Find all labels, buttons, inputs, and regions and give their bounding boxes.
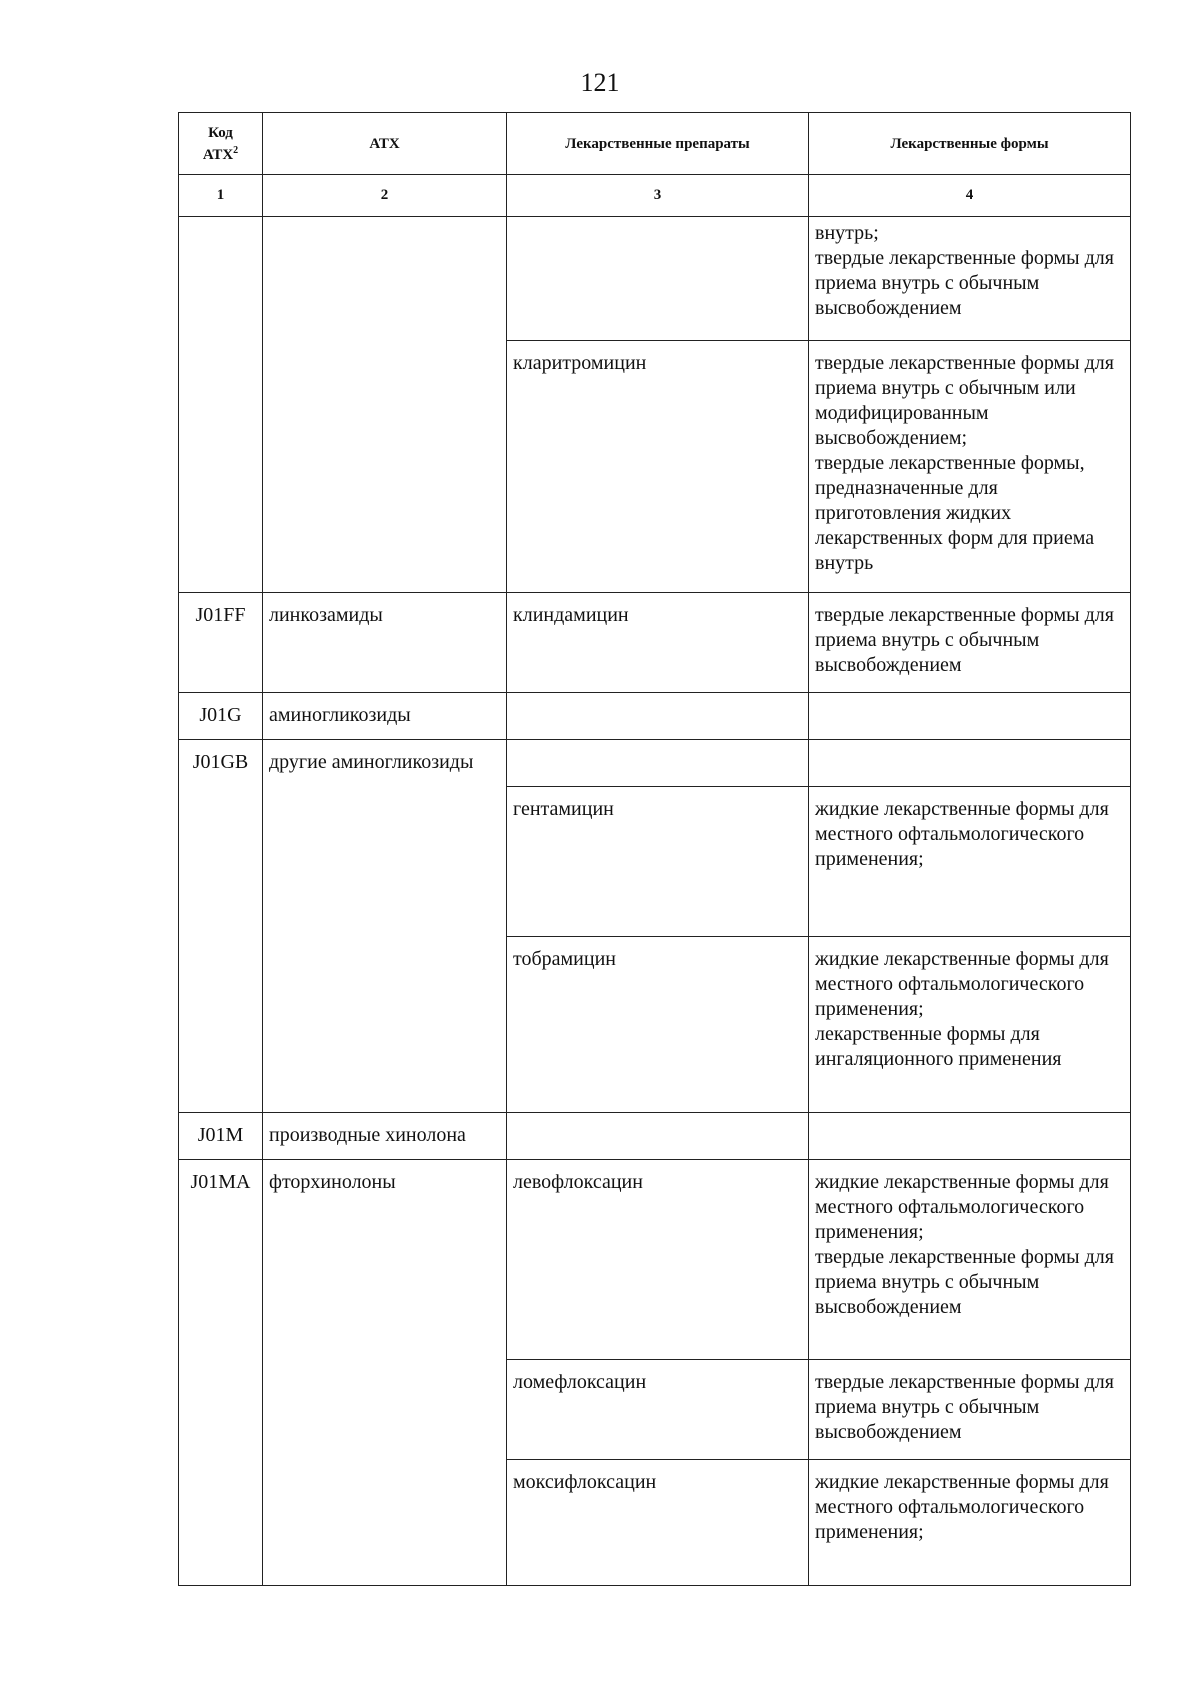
table-row: [179, 740, 1131, 787]
cell-code: J01FF: [179, 593, 263, 693]
cell-atc: фторхинолоны: [263, 1160, 507, 1586]
table-body: [179, 217, 1131, 1586]
atc-drug-table: [178, 112, 1131, 1586]
cell-atc: линкозамиды: [263, 593, 507, 693]
header-atc: АТХ: [263, 113, 507, 175]
cell-drug: кларитромицин: [507, 341, 809, 593]
cell-form: [809, 693, 1131, 740]
cell-drug: моксифлоксацин: [507, 1460, 809, 1586]
col-number-4: 4: [809, 175, 1131, 217]
table-row: [179, 593, 1131, 693]
cell-code: J01GB: [179, 740, 263, 1113]
cell-form: твердые лекарственные формы для приема внутрь с обычным высвобождением: [809, 593, 1131, 693]
column-number-row: [179, 175, 1131, 217]
col-number-3: 3: [507, 175, 809, 217]
cell-drug: [507, 1113, 809, 1160]
header-code: Код АТХ$^2$: [179, 113, 263, 175]
cell-form: жидкие лекарственные формы для местного офтальмологического применения; твердые лекарственные формы для приема внутрь с обычным высвобождением: [809, 1160, 1131, 1360]
table-header-row: [179, 113, 1131, 175]
cell-drug: [507, 217, 809, 341]
header-forms: Лекарственные формы: [809, 113, 1131, 175]
cell-atc: аминогликозиды: [263, 693, 507, 740]
cell-drug: левофлоксацин: [507, 1160, 809, 1360]
cell-drug: тобрамицин: [507, 937, 809, 1113]
page-number: 121: [580, 68, 620, 97]
col-number-1: 1: [179, 175, 263, 217]
cell-code: J01M: [179, 1113, 263, 1160]
cell-form: жидкие лекарственные формы для местного офтальмологического применения; лекарственные формы для ингаляционного применения: [809, 937, 1131, 1113]
cell-drug: клиндамицин: [507, 593, 809, 693]
cell-form: твердые лекарственные формы для приема внутрь с обычным или модифицированным высвобождением; твердые лекарственные формы, предназначенные для приготовления жидких лекарственных форм для приема внутрь: [809, 341, 1131, 593]
cell-form: твердые лекарственные формы для приема внутрь с обычным высвобождением: [809, 1360, 1131, 1460]
cell-code: [179, 217, 263, 593]
table-row: [179, 217, 1131, 341]
cell-drug: ломефлоксацин: [507, 1360, 809, 1460]
header-drugs: Лекарственные препараты: [507, 113, 809, 175]
cell-atc: другие аминогликозиды: [263, 740, 507, 1113]
cell-form: внутрь; твердые лекарственные формы для приема внутрь с обычным высвобождением: [809, 217, 1131, 341]
table-row: [179, 1113, 1131, 1160]
cell-form: жидкие лекарственные формы для местного офтальмологического применения;: [809, 1460, 1131, 1586]
cell-atc: [263, 217, 507, 593]
cell-code: J01MA: [179, 1160, 263, 1586]
cell-form: жидкие лекарственные формы для местного офтальмологического применения;: [809, 787, 1131, 937]
cell-code: J01G: [179, 693, 263, 740]
cell-drug: гентамицин: [507, 787, 809, 937]
cell-drug: [507, 740, 809, 787]
cell-drug: [507, 693, 809, 740]
table-row: [179, 1160, 1131, 1360]
cell-form: [809, 740, 1131, 787]
table-row: [179, 693, 1131, 740]
col-number-2: 2: [263, 175, 507, 217]
cell-atc: производные хинолона: [263, 1113, 507, 1160]
cell-form: [809, 1113, 1131, 1160]
